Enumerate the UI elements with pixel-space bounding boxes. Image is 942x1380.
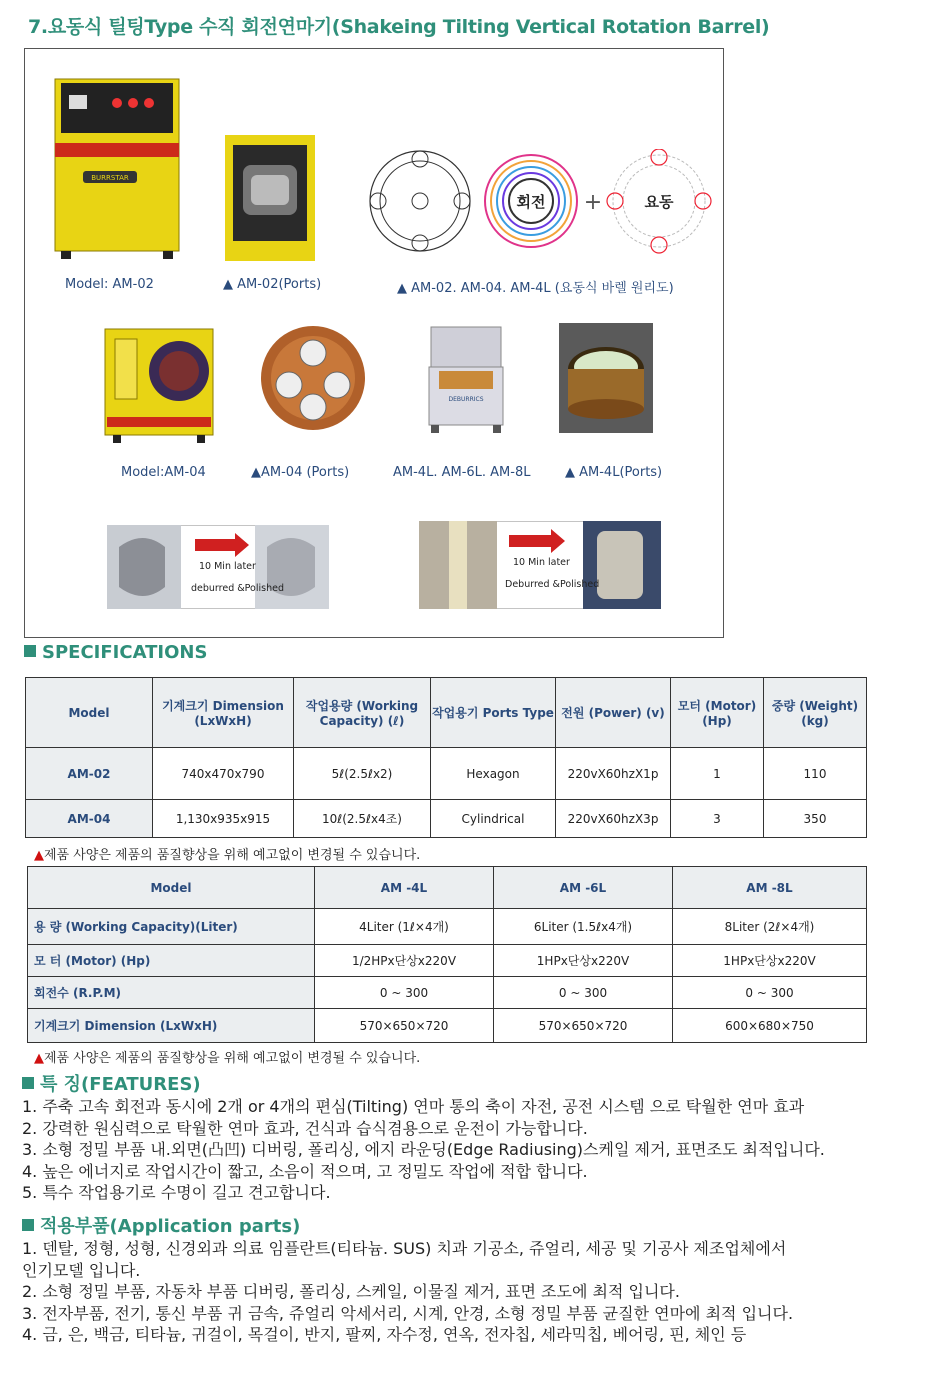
caption-am4l: AM-4L. AM-6L. AM-8L: [393, 465, 531, 480]
spec2-cell: 600×680×750: [673, 1009, 867, 1043]
features-heading: 특 징(FEATURES): [22, 1070, 201, 1096]
list-item: 3. 전자부품, 전기, 통신 부품 귀 금속, 쥬얼리 악세서리, 시계, 안경, 소형 정밀 부품 균질한 연마에 최적 입니다.: [22, 1303, 794, 1323]
spec-cell: 350: [764, 800, 867, 838]
caption-am04-ports: ▲AM-04 (Ports): [251, 465, 350, 480]
spec2-cell: 1HPx단상x220V: [494, 945, 673, 977]
spec2-cell: 0 ~ 300: [673, 977, 867, 1009]
list-item: 1. 덴탈, 정형, 성형, 신경외과 의료 임플란트(티타늄. SUS) 치과 기공소, 쥬얼리, 세공 및 기공사 제조업체에서: [22, 1239, 787, 1258]
caption-am02: Model: AM-02: [65, 277, 154, 292]
table-row: [28, 1009, 867, 1043]
spec-cell: 220vX60hzX3p: [556, 800, 671, 838]
spec2-cell: 570×650×720: [315, 1009, 494, 1043]
list-item: 3. 소형 정밀 부품 내.외면(凸凹) 디버링, 폴리싱, 에지 라운딩(Edge Radiusing)스케일 제거, 표면조도 최적입니다.: [22, 1140, 825, 1159]
warning-triangle-icon: ▲: [34, 1051, 44, 1066]
caption-principle: ▲ AM-02. AM-04. AM-4L (요동식 바렐 원리도): [397, 281, 674, 296]
list-item: 1. 주축 고속 회전과 동시에 2개 or 4개의 편심(Tilting) 연마 통의 축이 자전, 공전 시스템 으로 탁월한 연마 효과: [22, 1097, 805, 1116]
spec2-row-label: 기계크기 Dimension (LxWxH): [28, 1009, 315, 1043]
diagram-rotate-label: 회전: [516, 193, 546, 211]
am04-machine-photo: [103, 325, 215, 445]
spec-table-am-l: [27, 866, 867, 1043]
section-square-icon: [22, 1077, 34, 1089]
spec2-cell: 0 ~ 300: [494, 977, 673, 1009]
spec-cell: 1: [671, 748, 764, 800]
spec2-cell: 0 ~ 300: [315, 977, 494, 1009]
spec2-cell: 4Liter (1ℓ×4개): [315, 909, 494, 945]
list-item: 인기모델 입니다.: [22, 1260, 141, 1280]
spec-cell: Cylindrical: [431, 800, 556, 838]
spec-header-weight: 중량 (Weight) (kg): [764, 678, 867, 748]
before-after-time-2: 10 Min later: [513, 557, 570, 568]
spec-header-power: 전원 (Power) (v): [556, 678, 671, 748]
spec-cell: 10ℓ(2.5ℓx4조): [294, 800, 431, 838]
applications-heading: 적용부품(Application parts): [22, 1212, 300, 1238]
spec-cell: 220vX60hzX1p: [556, 748, 671, 800]
spec2-header-am8l: AM -8L: [673, 867, 867, 909]
spec2-header-am4l: AM -4L: [315, 867, 494, 909]
spec-cell: 3: [671, 800, 764, 838]
box-brand-label: DEBURRICS: [448, 396, 484, 403]
caption-am02-ports: ▲ AM-02(Ports): [223, 277, 322, 292]
specifications-heading: SPECIFICATIONS: [24, 642, 207, 663]
section-square-icon: [24, 645, 36, 657]
before-after-result-2: Deburred &Polished: [505, 579, 600, 590]
spec-cell: Hexagon: [431, 748, 556, 800]
am02-ports-photo: [225, 135, 315, 261]
am4l-machine-photo: [425, 323, 507, 435]
product-gallery: [24, 48, 724, 638]
spec-cell: 1,130x935x915: [153, 800, 294, 838]
before-after-time-1: 10 Min later: [199, 561, 256, 572]
diagram-shake-label: 요동: [644, 193, 674, 211]
page-title: 7.요동식 틸팅Type 수직 회전연마기(Shakeing Tilting Vertical Rotation Barrel): [28, 16, 770, 38]
am04-ports-photo: [259, 323, 367, 433]
table-row: [28, 909, 867, 945]
spec-cell: 740x470x790: [153, 748, 294, 800]
spec-header-ports: 작업용기 Ports Type: [431, 678, 556, 748]
am02-machine-photo: [47, 73, 187, 263]
spec2-cell: 6Liter (1.5ℓx4개): [494, 909, 673, 945]
spec-header-capacity: 작업용량 (Working Capacity) (ℓ): [294, 678, 431, 748]
features-list: [22, 1096, 825, 1204]
before-after-photo-2: [419, 521, 661, 609]
caption-am4l-ports: ▲ AM-4L(Ports): [565, 465, 663, 480]
table-row: [26, 800, 867, 838]
spec2-cell: 8Liter (2ℓ×4개): [673, 909, 867, 945]
spec2-header-model: Model: [28, 867, 315, 909]
section-square-icon: [22, 1219, 34, 1231]
spec2-cell: 1HPx단상x220V: [673, 945, 867, 977]
before-after-photo-1: [107, 525, 329, 609]
list-item: 2. 소형 정밀 부품, 자동차 부품 디버링, 폴리싱, 스케일, 이물질 제거, 표면 조도에 최적 입니다.: [22, 1282, 680, 1301]
spec2-row-label: 용 량 (Working Capacity)(Liter): [28, 909, 315, 945]
spec-header-model: Model: [26, 678, 153, 748]
spec-cell: AM-04: [26, 800, 153, 838]
table-row: [26, 748, 867, 800]
spec2-row-label: 회전수 (R.P.M): [28, 977, 315, 1009]
spec-note-1: ▲제품 사양은 제품의 품질향상을 위해 예고없이 변경될 수 있습니다.: [34, 848, 421, 863]
am4l-ports-photo: [559, 323, 653, 433]
spec-note-2: ▲제품 사양은 제품의 품질향상을 위해 예고없이 변경될 수 있습니다.: [34, 1051, 421, 1066]
table-row: [28, 945, 867, 977]
list-item: 4. 금, 은, 백금, 티타늄, 귀걸이, 목걸이, 반지, 팔찌, 자수정, 연옥, 전자칩, 세라믹칩, 베어링, 핀, 체인 등: [22, 1325, 747, 1344]
spec-table-am: [25, 677, 867, 838]
caption-am04: Model:AM-04: [121, 465, 206, 480]
spec2-row-label: 모 터 (Motor) (Hp): [28, 945, 315, 977]
before-after-result-1: deburred &Polished: [191, 583, 284, 594]
list-item: 4. 높은 에너지로 작업시간이 짧고, 소음이 적으며, 고 정밀도 작업에 적합 합니다.: [22, 1161, 588, 1181]
table-row: [28, 977, 867, 1009]
list-item: 5. 특수 작업용기로 수명이 길고 견고합니다.: [22, 1183, 331, 1202]
warning-triangle-icon: ▲: [34, 848, 44, 863]
spec-cell: 5ℓ(2.5ℓx2): [294, 748, 431, 800]
applications-list: [22, 1238, 793, 1346]
diagram-plus-sign: +: [583, 190, 603, 215]
spec2-header-am6l: AM -6L: [494, 867, 673, 909]
barrel-principle-diagram: [365, 149, 715, 255]
spec2-cell: 1/2HPx단상x220V: [315, 945, 494, 977]
spec-cell: AM-02: [26, 748, 153, 800]
machine-brand-label: BURRSTAR: [91, 174, 129, 182]
spec-header-motor: 모터 (Motor) (Hp): [671, 678, 764, 748]
list-item: 2. 강력한 원심력으로 탁월한 연마 효과, 건식과 습식겸용으로 운전이 가능합니다.: [22, 1118, 588, 1138]
spec-cell: 110: [764, 748, 867, 800]
spec2-cell: 570×650×720: [494, 1009, 673, 1043]
spec-header-dimension: 기계크기 Dimension (LxWxH): [153, 678, 294, 748]
